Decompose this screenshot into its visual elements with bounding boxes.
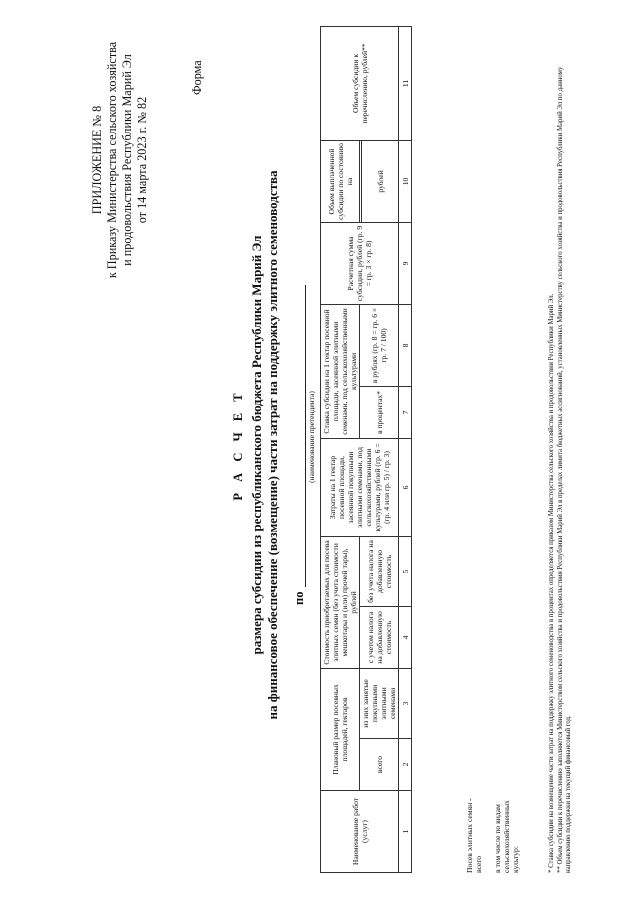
header-rate: Ставка субсидии на 1 гектар посевной площади, засеянной элитными семенами, под сельскохозяйственными культурами xyxy=(321,304,360,438)
footnotes xyxy=(548,33,574,873)
applicant-prefix: по xyxy=(292,591,306,605)
column-number: 8 xyxy=(399,304,412,386)
header-paid: Объем выплаченной субсидии по состоянию на xyxy=(321,140,360,222)
document-title: Р А С Ч Е Т xyxy=(231,389,245,501)
header-calculated-sum: Расчетная сумма субсидии, рублей (гр. 9 = гр. 3 × гр. 8) xyxy=(321,222,399,304)
applicant-fill-line xyxy=(305,285,306,587)
column-number: 9 xyxy=(399,222,412,304)
header-name: Наименование работ (услуг) xyxy=(321,791,399,873)
appendix-block xyxy=(90,25,150,295)
column-number: 2 xyxy=(399,739,412,791)
applicant-caption: (наименование претендента) xyxy=(307,391,316,483)
header-area-bought: из них занятые покупными элитными семенами xyxy=(360,668,399,738)
column-number: 1 xyxy=(399,791,412,873)
header-transfer: Объем субсидии к перечислению, рублей** xyxy=(321,26,399,140)
appendix-line-3: и продовольствия Республики Марий Эл xyxy=(120,54,134,266)
subtitle-line-1: размера субсидии из республиканского бюджета Республики Марий Эл xyxy=(249,235,264,655)
appendix-line-2: к Приказу Министерства сельского хозяйства xyxy=(105,41,119,279)
footnote-2: ** Объем субсидии к перечислению заполняется Министерством сельского хозяйства и продовольствия Республики Марий Эл в пределах лимита бюджетных ассигнований, установленных Министерству сельского хозяйства и продовольствия Республики Марий Эл по данному направлению поддержки на текущий финансовый год. xyxy=(556,66,573,873)
header-area: Плановый размер посевных площадей, гектаров xyxy=(321,668,360,790)
row-label-total: Посев элитных семян - всего xyxy=(465,798,483,873)
column-number: 7 xyxy=(399,386,412,438)
applicant-line xyxy=(292,285,306,605)
row-label-by-crop: в том числе по видам сельскохозяйственных культур: xyxy=(493,800,520,873)
header-cost-without-vat: без учета налога на добавленную стоимость xyxy=(360,536,399,606)
footnote-1: * Ставка субсидии на возмещение части затрат на поддержку элитного семеноводства в процентах определяется приказом Министерства сельского хозяйства и продовольствия Республики Марий Эл. xyxy=(548,293,555,873)
subtitle-line-2: на финансовое обеспечение (возмещение) части затрат на поддержку элитного семеноводства xyxy=(265,170,280,720)
header-paid-unit: рублей xyxy=(362,140,399,222)
header-rate-rub: в рублях (гр. 8 = гр. 6 × гр. 7 / 100) xyxy=(360,304,399,386)
header-cost-with-vat: с учетом налога на добавленную стоимость xyxy=(360,606,399,668)
header-cost: Стоимость приобретаемых для посева элитных семян (без учета стоимости мешкотары и (или) прочей тары), рублей xyxy=(321,536,360,668)
appendix-line-1: ПРИЛОЖЕНИЕ № 8 xyxy=(90,105,104,215)
column-number: 10 xyxy=(399,140,412,222)
header-area-total: всего xyxy=(360,739,399,791)
document-subtitle xyxy=(249,105,281,785)
form-label: Форма xyxy=(190,60,204,95)
column-number: 3 xyxy=(399,668,412,738)
column-number: 4 xyxy=(399,606,412,668)
header-costs-per-ha: Затраты на 1 гектар посевной площади, засеянной покупными элитными семенами, под сельскохозяйственными культурами, рублей (гр. 6 = (гр. 4 или гр. 5) / гр. 3) xyxy=(321,438,399,536)
header-rate-percent: в процентах* xyxy=(360,386,399,438)
column-number: 11 xyxy=(399,26,412,140)
column-number: 5 xyxy=(399,536,412,606)
column-number: 6 xyxy=(399,438,412,536)
subsidy-calculation-table xyxy=(320,26,412,873)
appendix-line-4: от 14 марта 2023 г. № 82 xyxy=(135,96,149,224)
